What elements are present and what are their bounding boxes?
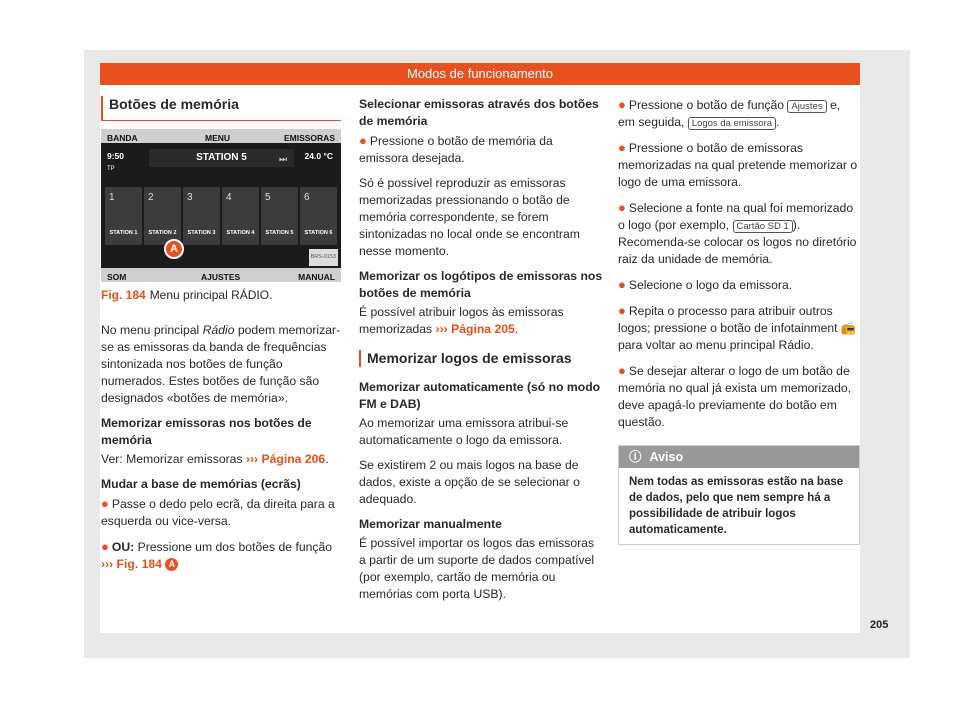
radio-figure bbox=[101, 129, 341, 282]
figure-emissoras-label: EMISSORAS bbox=[283, 133, 335, 143]
figure-caption: Fig. 184 Menu principal RÁDIO. bbox=[101, 288, 273, 302]
bullet-icon: ● bbox=[618, 97, 626, 112]
bullet-icon: ● bbox=[618, 303, 626, 318]
bullet-icon: ● bbox=[359, 133, 367, 148]
bullet-item: ● Pressione o botão de função Ajustes e, em seguida, Logos da emissora . bbox=[618, 97, 841, 129]
preset-button: 4 STATION 4 bbox=[222, 187, 259, 245]
paragraph: Só é possível reproduzir as emissoras memorizadas pressionando o botão de memória correspondente, se forem sintonizadas no local onde se encontram nesse momento. bbox=[359, 176, 580, 258]
bullet-icon: ● bbox=[618, 277, 626, 292]
figure-som-label: SOM bbox=[107, 272, 127, 282]
bullet-item: ● Passe o dedo pelo ecrã, da direita para a esquerda ou vice-versa. bbox=[101, 496, 335, 528]
preset-button: 1 STATION 1 bbox=[105, 187, 142, 245]
preset-button: 5 STATION 5 bbox=[261, 187, 298, 245]
notice-header: ⓘ Aviso bbox=[619, 446, 859, 468]
figure-code: BRS-0153 bbox=[309, 249, 338, 266]
notice-text: Nem todas as emissoras estão na base de dados, pelo que nem sempre há a possibilidade de atribuir logos automaticamente. bbox=[629, 476, 844, 536]
subheading: Memorizar automaticamente (só no modo FM e DAB) bbox=[359, 380, 601, 411]
paragraph: Ao memorizar uma emissora atribui-se automaticamente o logo da emissora. bbox=[359, 416, 569, 447]
figure-marker-a: A bbox=[164, 239, 184, 259]
column-1 bbox=[101, 96, 341, 581]
bullet-icon: ● bbox=[101, 539, 109, 554]
logos-key: Logos da emissora bbox=[688, 117, 776, 130]
column-3 bbox=[618, 96, 860, 545]
bullet-icon: ● bbox=[618, 363, 626, 378]
ajustes-key: Ajustes bbox=[787, 100, 826, 113]
subheading: Selecionar emissoras através dos botões de memória bbox=[359, 97, 599, 128]
figure-link[interactable]: ››› Fig. 184 bbox=[101, 557, 162, 571]
bullet-icon: ● bbox=[618, 140, 626, 155]
figure-banda-label: BANDA bbox=[107, 133, 138, 143]
paragraph: É possível importar os logos das emissoras a partir de um suporte de dados compatível (por exemplo, cartão de memória ou memórias com porta USB). bbox=[359, 536, 595, 601]
bullet-item: ● OU: Pressione um dos botões de função ››› Fig. 184 A bbox=[101, 539, 333, 571]
column-2 bbox=[359, 96, 603, 611]
bullet-item: ● Selecione o logo da emissora. bbox=[618, 277, 793, 292]
skip-forward-icon: ⏭ bbox=[279, 154, 288, 164]
figure-menu-label: MENU bbox=[205, 133, 231, 143]
subheading: Memorizar manualmente bbox=[359, 517, 502, 531]
subheading: Memorizar emissoras nos botões de memória bbox=[101, 416, 312, 447]
paragraph: Ver: Memorizar emissoras ››› Página 206. bbox=[101, 452, 329, 466]
figure-tp: TP bbox=[107, 166, 115, 172]
bullet-item: ● Pressione o botão de memória da emissora desejada. bbox=[359, 133, 553, 165]
info-icon: ⓘ bbox=[629, 450, 642, 464]
page-link[interactable]: ››› Página 205 bbox=[435, 322, 515, 336]
notice-box bbox=[618, 445, 860, 545]
page-number: 205 bbox=[870, 619, 889, 631]
page-link[interactable]: ››› Página 206 bbox=[245, 452, 326, 466]
chapter-header: Modos de funcionamento bbox=[100, 63, 860, 85]
bullet-item: ● Se desejar alterar o logo de um botão de memória no qual já exista um memorizado, deve apagá-lo previamente do botão em questão. bbox=[618, 363, 852, 429]
bullet-icon: ● bbox=[101, 496, 109, 511]
subheading: Memorizar os logótipos de emissoras nos botões de memória bbox=[359, 269, 603, 300]
marker-a-icon: A bbox=[165, 558, 178, 571]
figure-time: 9:50 bbox=[107, 151, 125, 161]
section-title-memory-buttons: Botões de memória bbox=[101, 96, 341, 121]
preset-button: 2 STATION 2 bbox=[144, 187, 181, 245]
preset-button: 3 STATION 3 bbox=[183, 187, 220, 245]
figure-ajustes-label: AJUSTES bbox=[201, 272, 241, 282]
paragraph: Se existirem 2 ou mais logos na base de dados, existe a opção de se selecionar o adequado. bbox=[359, 458, 580, 506]
sd-card-key: Cartão SD 1 bbox=[733, 220, 793, 233]
figure-presets bbox=[105, 187, 337, 245]
bullet-item: ● Selecione a fonte na qual foi memorizado o logo (por exemplo, Cartão SD 1 ). Recomenda-se colocar os logos no diretório raiz da unidade de memória. bbox=[618, 200, 857, 266]
bullet-icon: ● bbox=[618, 200, 626, 215]
figure-manual-label: MANUAL bbox=[298, 272, 335, 282]
figure-bottom-bar bbox=[101, 268, 341, 282]
paragraph: É possível atribuir logos às emissoras memorizadas ››› Página 205. bbox=[359, 305, 564, 336]
paragraph: No menu principal Rádio podem memorizar-se as emissoras da banda de frequências sintonizada nos botões de função numerados. Estes botões de função são designados «botões de memória». bbox=[101, 323, 341, 405]
preset-button: 6 STATION 6 bbox=[300, 187, 337, 245]
figure-temp: 24.0 °C bbox=[304, 151, 333, 161]
bullet-item: ● Repita o processo para atribuir outros logos; pressione o botão de infotainment 📻 para voltar ao menu principal Rádio. bbox=[618, 303, 857, 352]
bullet-item: ● Pressione o botão de emissoras memorizadas na qual pretende memorizar o logo de uma emissora. bbox=[618, 140, 858, 189]
subheading: Mudar a base de memórias (ecrãs) bbox=[101, 477, 301, 491]
figure-station: STATION 5 bbox=[149, 149, 294, 167]
figure-top-bar bbox=[101, 129, 341, 143]
section-title-logos: Memorizar logos de emissoras bbox=[359, 350, 603, 367]
